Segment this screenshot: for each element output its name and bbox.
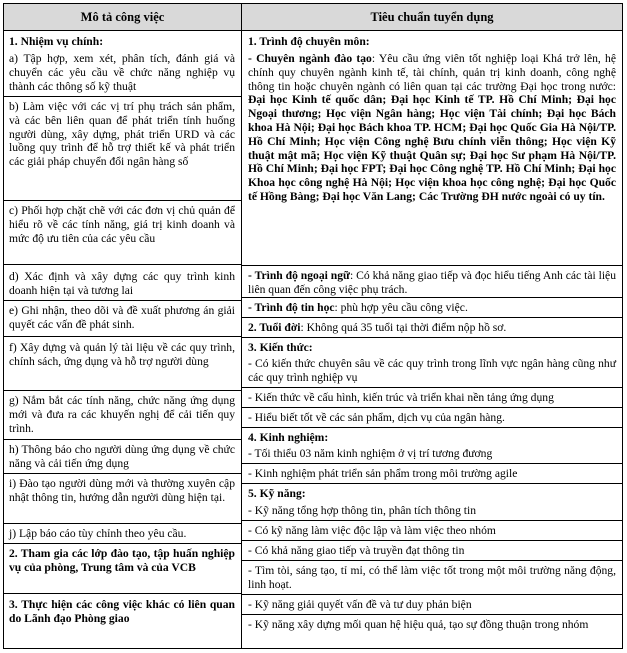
skill-5: - Kỹ năng giải quyết vấn đề và tư duy phản biện — [248, 598, 472, 611]
row-divider — [242, 317, 622, 318]
duty-d: d) Xác định và xây dựng các quy trình kinh doanh hiện tại và tương lai — [9, 270, 235, 297]
row-divider — [242, 540, 622, 541]
major-label: - Chuyên ngành đào tạo — [248, 52, 372, 65]
table-header-row — [4, 4, 622, 31]
knowledge-1: - Có kiến thức chuyên sâu về các quy trình trong lĩnh vực ngân hàng cũng như các quy trình nghiệp vụ — [248, 357, 616, 384]
row-divider — [242, 520, 622, 521]
it-text: : phù hợp yêu cầu công việc. — [334, 301, 468, 314]
experience-heading: 4. Kinh nghiệm: — [248, 431, 329, 444]
experience-1: - Tối thiểu 03 năm kinh nghiệm ở vị trí tương đương — [248, 447, 493, 460]
duty-training: 2. Tham gia các lớp đào tạo, tập huấn nghiệp vụ của phòng, Trung tâm và của VCB — [9, 547, 235, 574]
duty-f: f) Xây dựng và quản lý tài liệu về các quy trình, chính sách, ứng dụng và hỗ trợ người dùng — [9, 341, 235, 368]
duties-heading: 1. Nhiệm vụ chính: — [9, 35, 104, 48]
row-divider — [242, 297, 622, 298]
header-job-description: Mô tả công việc — [80, 10, 165, 24]
row-divider — [242, 407, 622, 408]
row-divider — [4, 439, 241, 440]
age-label: 2. Tuổi đời — [248, 321, 301, 334]
recruitment-table — [3, 3, 623, 649]
duty-e: e) Ghi nhận, theo dõi và đề xuất phương án giải quyết các vấn đề phát sinh. — [9, 304, 235, 331]
skill-2: - Có kỹ năng làm việc độc lập và làm việc theo nhóm — [248, 524, 496, 537]
duty-g: g) Nắm bắt các tính năng, chức năng ứng dụng mới và đưa ra các khuyến nghị để cải tiến quy trình. — [9, 394, 235, 435]
row-divider — [4, 593, 241, 594]
row-divider — [4, 390, 241, 391]
row-divider — [242, 265, 622, 266]
skills-heading: 5. Kỹ năng: — [248, 487, 306, 500]
skill-3: - Có khả năng giao tiếp và truyền đạt thông tin — [248, 544, 465, 557]
duty-b: b) Làm việc với các vị trí phụ trách sản phẩm, và các bên liên quan để phát triển tính huống người dùng, xây dựng, phát triển URD và các luồng quy trình để hỗ trợ thiết kế và phát triển các giải pháp chuyển đổi ngân hàng số — [9, 100, 235, 169]
row-divider — [242, 387, 622, 388]
row-divider — [4, 473, 241, 474]
row-divider — [4, 543, 241, 544]
row-divider — [242, 463, 622, 464]
knowledge-2: - Kiến thức về cấu hình, kiến trúc và triển khai nền tảng ứng dụng — [248, 391, 554, 404]
row-divider — [242, 427, 622, 428]
row-divider — [242, 614, 622, 615]
skill-6: - Kỹ năng xây dựng mối quan hệ hiệu quả, tạo sự đồng thuận trong nhóm — [248, 618, 589, 631]
major-schools: Đại học Kinh tế quốc dân; Đại học Kinh tế TP. Hồ Chí Minh; Đại học Ngoại thương; Học viện Ngân hàng; Học viện Tài chính; Đại học Bách khoa Hà Nội; Đại học Bách khoa TP. HCM; Đại học Quốc Gia Hà Nội/TP. Hồ Chí Minh; Học viện Công nghệ Bưu chính viễn thông; Học viện Kỹ thuật mật mã; Học viện Kỹ thuật Quân sự; Đại học Sư phạm Hà Nội/TP. Hồ Chí Minh; Đại học FPT; Đại học Công nghệ TP. Hồ Chí Minh; Đại học Khoa học công nghệ Hà Nội; Học viện khoa học công nghệ; Đại học Quốc tế Hồng Bàng; Đại học Văn Lang; Các Trường ĐH nước ngoài có uy tín. — [248, 93, 616, 203]
row-divider — [242, 560, 622, 561]
language-text: : Có khả năng giao tiếp và đọc hiểu tiếng Anh các tài liệu liên quan đến công việc phụ trách. — [248, 269, 617, 296]
duty-j: j) Lập báo cáo tùy chỉnh theo yêu cầu. — [9, 527, 187, 540]
row-divider — [242, 337, 622, 338]
skill-4: - Tìm tòi, sáng tạo, tỉ mỉ, có thể làm việc tốt trong một môi trường năng động, linh hoạt. — [248, 564, 616, 591]
duty-i: i) Đào tạo người dùng mới và thường xuyên cập nhật thông tin, hướng dẫn người dùng hiện tại. — [9, 477, 235, 504]
row-divider — [242, 483, 622, 484]
row-divider — [4, 523, 241, 524]
duty-c: c) Phối hợp chặt chẽ với các đơn vị chủ quản để hiểu rõ về các tính năng, giá trị kinh doanh và mức độ ưu tiên của các yêu cầu — [9, 204, 235, 245]
duty-other: 3. Thực hiện các công việc khác có liên quan do Lãnh đạo Phòng giao — [9, 598, 235, 625]
experience-2: - Kinh nghiệm phát triển sản phẩm trong môi trường agile — [248, 467, 518, 480]
age-requirement — [248, 321, 616, 335]
row-divider — [242, 594, 622, 595]
major-text: : Yêu cầu ứng viên tốt nghiệp loại Khá trở lên, hệ chính quy chuyên ngành kinh tế, tài chính, quản trị kinh doanh, công nghệ thông tin hoặc chuyên ngành có liên quan tại các trường Đại học trong nước: — [248, 52, 616, 93]
row-divider — [4, 300, 241, 301]
it-requirement — [248, 301, 616, 315]
qualification-heading: 1. Trình độ chuyên môn: — [248, 35, 370, 48]
row-divider — [4, 264, 241, 265]
knowledge-3: - Hiểu biết tốt về các sản phẩm, dịch vụ của ngân hàng. — [248, 411, 505, 424]
row-divider — [4, 336, 241, 337]
knowledge-heading: 3. Kiến thức: — [248, 341, 313, 354]
row-divider — [4, 96, 241, 97]
language-requirement — [248, 269, 616, 297]
language-label: - Trình độ ngoại ngữ — [248, 269, 351, 282]
header-recruitment-criteria: Tiêu chuẩn tuyển dụng — [370, 10, 494, 24]
major-requirement — [248, 52, 616, 204]
duty-h: h) Thông báo cho người dùng ứng dụng về chức năng và cải tiến ứng dụng — [9, 443, 235, 470]
duty-a: a) Tập hợp, xem xét, phân tích, đánh giá và chuyển các yêu cầu về chức năng nghiệp vụ thành các thông số kỹ thuật — [9, 52, 235, 93]
age-text: : Không quá 35 tuổi tại thời điểm nộp hồ sơ. — [300, 321, 507, 334]
job-description-column — [4, 31, 241, 648]
skill-1: - Kỹ năng tổng hợp thông tin, phân tích thông tin — [248, 504, 477, 517]
row-divider — [4, 200, 241, 201]
it-label: - Trình độ tin học — [248, 301, 335, 314]
recruitment-criteria-column — [242, 31, 622, 648]
